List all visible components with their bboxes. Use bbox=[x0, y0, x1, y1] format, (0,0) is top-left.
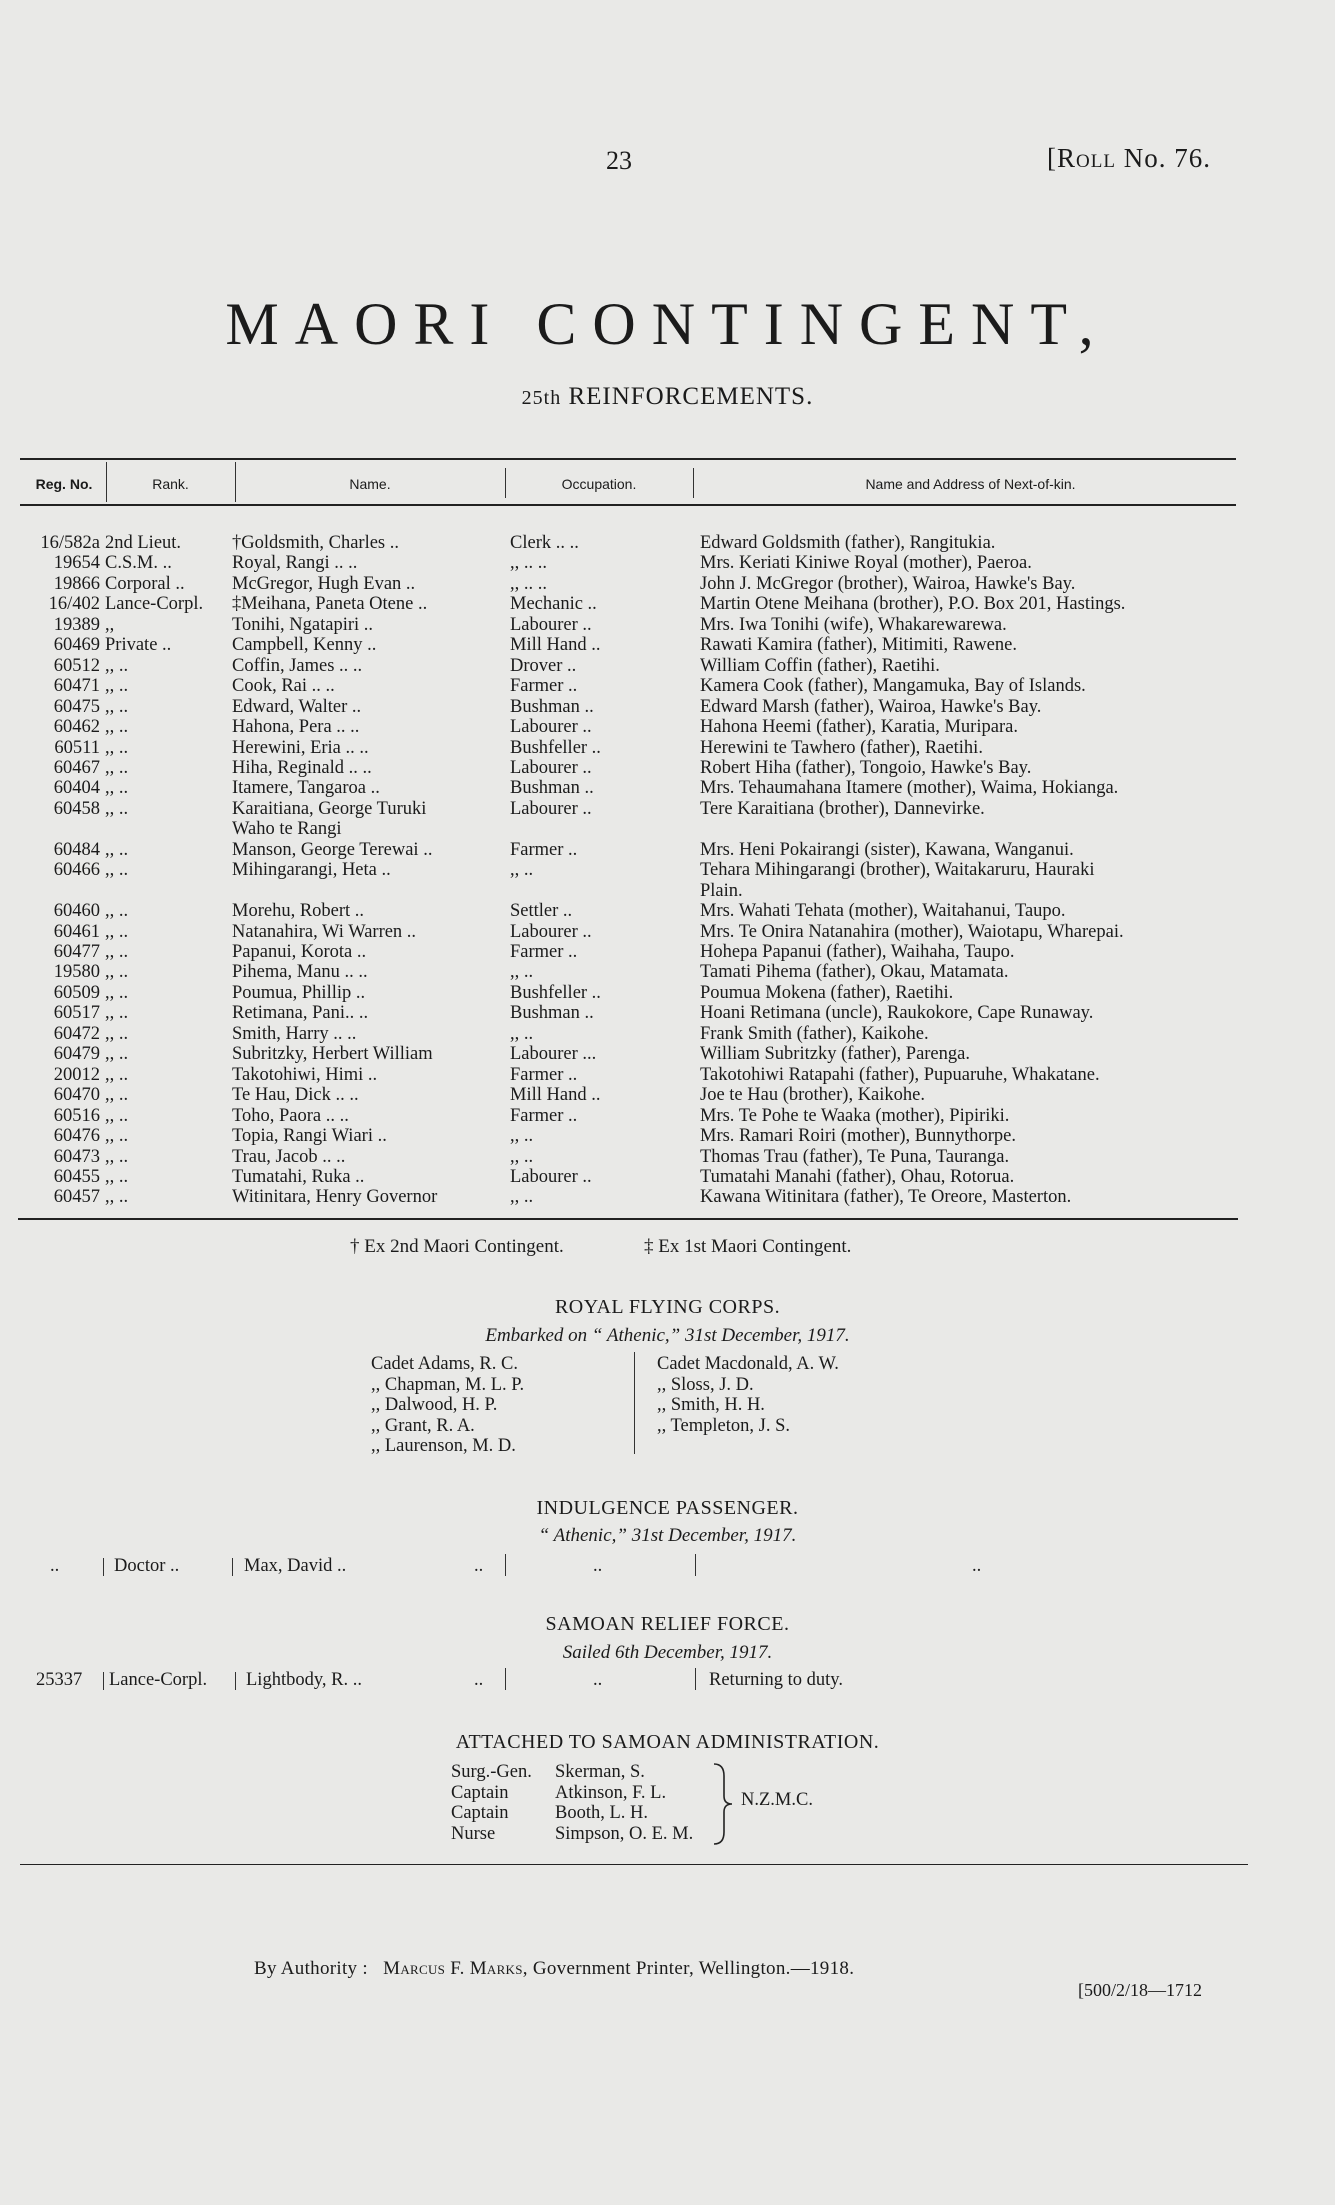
name-cell: Trau, Jacob .. .. bbox=[232, 1146, 346, 1167]
next-of-kin-cell: Tumatahi Manahi (father), Ohau, Rotorua. bbox=[700, 1166, 1015, 1187]
occupation-cell: ,, .. bbox=[510, 1023, 534, 1044]
name-cell: Royal, Rangi .. .. bbox=[232, 553, 358, 574]
next-of-kin-cell: Takotohiwi Ratapahi (father), Pupuaruhe, Whakatane. bbox=[700, 1064, 1100, 1085]
name-cell: Karaitiana, George Turuki bbox=[232, 798, 427, 819]
table-row bbox=[0, 983, 1335, 1004]
name-cell: Te Hau, Dick .. .. bbox=[232, 1085, 359, 1106]
occupation-cell: ,, .. .. bbox=[510, 573, 547, 594]
reg-no-cell: 60512 bbox=[53, 655, 100, 676]
samoan-sub: Sailed 6th December, 1917. bbox=[562, 1642, 773, 1663]
rank-cell: ,, .. bbox=[105, 1166, 129, 1187]
occupation-cell: Bushman .. bbox=[510, 1003, 594, 1024]
reg-no-cell: 60475 bbox=[53, 696, 100, 717]
rfc-cadet: ,, Templeton, J. S. bbox=[657, 1415, 791, 1436]
subtitle-text: REINFORCEMENTS. bbox=[568, 383, 814, 410]
occupation-cell: Clerk .. .. bbox=[510, 533, 579, 553]
roll-value: No. 76. bbox=[1123, 143, 1211, 173]
occupation-cell: Mechanic .. bbox=[510, 594, 597, 615]
reg-no-cell: 16/402 bbox=[48, 594, 100, 615]
reg-no-cell: 60517 bbox=[53, 1003, 100, 1024]
table-row bbox=[0, 635, 1335, 656]
occupation-cell: Settler .. bbox=[510, 901, 573, 922]
occupation-cell: Labourer .. bbox=[510, 614, 592, 635]
next-of-kin-cell: Hahona Heemi (father), Karatia, Muripara. bbox=[700, 717, 1018, 738]
table-top-rule bbox=[20, 458, 1236, 460]
roll-label: Roll bbox=[1057, 143, 1116, 173]
name-cell: Witinitara, Henry Governor bbox=[232, 1187, 438, 1208]
rfc-cadet: Cadet Macdonald, A. W. bbox=[657, 1354, 839, 1374]
table-row bbox=[0, 1167, 1335, 1188]
name-cell: Natanahira, Wi Warren .. bbox=[232, 921, 417, 942]
rank-cell: ,, .. bbox=[105, 1064, 129, 1085]
name-cell: Smith, Harry .. .. bbox=[232, 1023, 357, 1044]
next-of-kin-cell: Mrs. Tehaumahana Itamere (mother), Waima, Hokianga. bbox=[700, 778, 1119, 799]
reg-no-cell: 60458 bbox=[53, 798, 100, 819]
reg-no-cell: 19866 bbox=[53, 573, 100, 594]
name-cell: Subritzky, Herbert William bbox=[232, 1044, 433, 1065]
indulgence-div-2 bbox=[232, 1558, 233, 1576]
name-cell: Edward, Walter .. bbox=[232, 696, 362, 717]
rank-cell: ,, .. bbox=[105, 676, 129, 697]
table-row bbox=[0, 1065, 1335, 1086]
next-of-kin-cell: Tere Karaitiana (brother), Dannevirke. bbox=[700, 798, 985, 819]
reg-no-cell: 19654 bbox=[53, 553, 100, 574]
reg-no-cell: 60404 bbox=[53, 778, 100, 799]
reg-no-cell: 60455 bbox=[53, 1166, 100, 1187]
rank-cell: 2nd Lieut. bbox=[105, 533, 182, 553]
name-cell: Papanui, Korota .. bbox=[232, 942, 367, 962]
next-of-kin-cell: Hoani Retimana (uncle), Raukokore, Cape Runaway. bbox=[700, 1003, 1094, 1024]
name-cell: Retimana, Pani.. .. bbox=[232, 1003, 369, 1024]
rank-cell: ,, .. bbox=[105, 962, 129, 983]
main-title: MAORI CONTINGENT, bbox=[225, 291, 1110, 357]
header-rank: Rank. bbox=[152, 476, 189, 492]
name-cell: Coffin, James .. .. bbox=[232, 655, 363, 676]
name-cell: Hahona, Pera .. .. bbox=[232, 717, 360, 738]
rfc-cadet: ,, Sloss, J. D. bbox=[657, 1374, 754, 1395]
name-cell: McGregor, Hugh Evan .. bbox=[232, 573, 416, 594]
reg-no-cell: 60509 bbox=[53, 982, 100, 1003]
table-row bbox=[0, 1106, 1335, 1127]
imprint-lead: By Authority : bbox=[254, 1958, 368, 1979]
name-cell: Campbell, Kenny .. bbox=[232, 635, 377, 656]
occupation-cell: ,, .. bbox=[510, 962, 534, 983]
reg-no-cell: 60457 bbox=[53, 1187, 100, 1208]
reg-no-cell: 60470 bbox=[53, 1085, 100, 1106]
table-row bbox=[0, 574, 1335, 595]
occupation-cell: Labourer ... bbox=[510, 1044, 597, 1065]
rank-cell: ,, .. bbox=[105, 942, 129, 962]
reg-no-cell: 20012 bbox=[53, 1064, 100, 1085]
table-row bbox=[0, 1187, 1335, 1208]
table-header-rule bbox=[20, 504, 1236, 506]
table-row bbox=[0, 962, 1335, 983]
rank-cell: ,, .. bbox=[105, 839, 129, 860]
occupation-cell: Farmer .. bbox=[510, 942, 578, 962]
indulgence-rank: Doctor .. bbox=[114, 1556, 180, 1576]
reg-no-cell: 60516 bbox=[53, 1105, 100, 1126]
indulgence-dots-3: .. bbox=[593, 1556, 603, 1576]
name-cell: ‡Meihana, Paneta Otene .. bbox=[232, 594, 428, 615]
rank-cell: Corporal .. bbox=[105, 573, 185, 594]
occupation-cell: Labourer .. bbox=[510, 717, 592, 738]
next-of-kin-cell: Joe te Hau (brother), Kaikohe. bbox=[700, 1085, 925, 1106]
reg-no-cell: 60476 bbox=[53, 1126, 100, 1147]
occupation-cell: Farmer .. bbox=[510, 1105, 578, 1126]
next-of-kin-cell: Mrs. Wahati Tehata (mother), Waitahanui, Taupo. bbox=[700, 901, 1066, 922]
indulgence-name: Max, David .. bbox=[244, 1556, 347, 1576]
samoan-dots-3: .. bbox=[593, 1670, 603, 1690]
rank-cell: ,, .. bbox=[105, 1023, 129, 1044]
rank-cell: ,, .. bbox=[105, 696, 129, 717]
occupation-cell: Labourer .. bbox=[510, 921, 592, 942]
occupation-cell: Bushfeller .. bbox=[510, 737, 601, 758]
roll-number bbox=[1047, 143, 1211, 174]
next-of-kin-cell: William Coffin (father), Raetihi. bbox=[700, 655, 940, 676]
reg-no-cell: 60472 bbox=[53, 1023, 100, 1044]
table-row bbox=[0, 758, 1335, 779]
table-row bbox=[0, 799, 1335, 820]
rank-cell: ,, .. bbox=[105, 1126, 129, 1147]
footnote-double-dagger: ‡ Ex 1st Maori Contingent. bbox=[644, 1236, 852, 1257]
name-cell: †Goldsmith, Charles .. bbox=[232, 533, 400, 553]
samoan-div-2 bbox=[235, 1672, 236, 1690]
next-of-kin-cell: John J. McGregor (brother), Wairoa, Hawke's Bay. bbox=[700, 573, 1076, 594]
rank-cell: ,, .. bbox=[105, 655, 129, 676]
name-cell: Itamere, Tangaroa .. bbox=[232, 778, 380, 799]
samoan-title: SAMOAN RELIEF FORCE. bbox=[545, 1613, 790, 1635]
imprint-tail: , Government Printer, Wellington.—1918. bbox=[522, 1958, 855, 1979]
table-row bbox=[0, 1003, 1335, 1024]
occupation-cell: Bushman .. bbox=[510, 696, 594, 717]
indulgence-div-3 bbox=[505, 1554, 506, 1576]
footnote-dagger: † Ex 2nd Maori Contingent. bbox=[350, 1236, 564, 1257]
table-row bbox=[0, 1126, 1335, 1147]
rank-cell: ,, .. bbox=[105, 717, 129, 738]
table-row bbox=[0, 594, 1335, 615]
table-row bbox=[0, 533, 1335, 554]
header-name: Name. bbox=[349, 476, 391, 492]
indulgence-dots-2: .. bbox=[474, 1556, 484, 1576]
table-bottom-rule bbox=[18, 1218, 1238, 1220]
rank-cell: ,, bbox=[105, 614, 115, 635]
table-row bbox=[0, 676, 1335, 697]
attached-brace bbox=[712, 1762, 734, 1846]
reg-no-cell: 60511 bbox=[54, 737, 100, 758]
subtitle bbox=[0, 383, 1335, 411]
indulgence-lead-dots: .. bbox=[50, 1556, 60, 1576]
reg-no-cell: 60479 bbox=[53, 1044, 100, 1065]
occupation-cell: ,, .. bbox=[510, 1187, 534, 1208]
name-cell: Morehu, Robert .. bbox=[232, 901, 365, 922]
rank-cell: ,, .. bbox=[105, 1187, 129, 1208]
occupation-cell: ,, .. bbox=[510, 1146, 534, 1167]
name-cell: Tonihi, Ngatapiri .. bbox=[232, 614, 374, 635]
reg-no-cell: 60471 bbox=[53, 676, 100, 697]
next-of-kin-cell: Rawati Kamira (father), Mitimiti, Rawene. bbox=[700, 635, 1017, 656]
rank-cell: ,, .. bbox=[105, 1105, 129, 1126]
samoan-reg: 25337 bbox=[36, 1670, 83, 1690]
name-cell: Takotohiwi, Himi .. bbox=[232, 1064, 378, 1085]
reg-no-cell: 60477 bbox=[53, 942, 100, 962]
name-cell: Poumua, Phillip .. bbox=[232, 982, 366, 1003]
name-cell: Topia, Rangi Wiari .. bbox=[232, 1126, 387, 1147]
page-number: 23 bbox=[606, 146, 632, 175]
occupation-cell: Farmer .. bbox=[510, 676, 578, 697]
attached-name: Simpson, O. E. M. bbox=[555, 1823, 694, 1844]
rank-cell: ,, .. bbox=[105, 737, 129, 758]
next-of-kin-cell: Mrs. Heni Pokairangi (sister), Kawana, Wanganui. bbox=[700, 839, 1074, 860]
table-row bbox=[0, 553, 1335, 574]
rank-cell: ,, .. bbox=[105, 901, 129, 922]
reg-no-cell: 60469 bbox=[53, 635, 100, 656]
next-of-kin-cell: Frank Smith (father), Kaikohe. bbox=[700, 1023, 929, 1044]
rfc-cadet: ,, Chapman, M. L. P. bbox=[371, 1374, 525, 1395]
occupation-cell: Bushfeller .. bbox=[510, 982, 601, 1003]
attached-rank: Nurse bbox=[451, 1823, 496, 1844]
next-of-kin-cell: Herewini te Tawhero (father), Raetihi. bbox=[700, 737, 983, 758]
name-cell: Tumatahi, Ruka .. bbox=[232, 1166, 365, 1187]
header-reg-no: Reg. No. bbox=[35, 476, 93, 492]
rank-cell: ,, .. bbox=[105, 982, 129, 1003]
next-of-kin-cell: Plain. bbox=[700, 880, 743, 901]
table-row bbox=[0, 819, 1335, 840]
indulgence-title: INDULGENCE PASSENGER. bbox=[536, 1497, 799, 1519]
occupation-cell: Labourer .. bbox=[510, 798, 592, 819]
name-cell: Herewini, Eria .. .. bbox=[232, 737, 369, 758]
indulgence-dots-4: .. bbox=[972, 1556, 982, 1576]
occupation-cell: Mill Hand .. bbox=[510, 635, 601, 656]
header-occupation: Occupation. bbox=[561, 476, 637, 492]
next-of-kin-cell: Mrs. Te Pohe te Waaka (mother), Pipiriki. bbox=[700, 1105, 1010, 1126]
name-cell: Cook, Rai .. .. bbox=[232, 676, 335, 697]
header-next-of-kin: Name and Address of Next-of-kin. bbox=[865, 476, 1076, 492]
occupation-cell: Labourer .. bbox=[510, 757, 592, 778]
samoan-div-4 bbox=[695, 1668, 696, 1690]
table-row bbox=[0, 717, 1335, 738]
occupation-cell: Drover .. bbox=[510, 655, 577, 676]
next-of-kin-cell: Tamati Pihema (father), Okau, Matamata. bbox=[700, 962, 1009, 983]
rfc-title: ROYAL FLYING CORPS. bbox=[554, 1296, 781, 1318]
next-of-kin-cell: Mrs. Keriati Kiniwe Royal (mother), Paeroa. bbox=[700, 553, 1032, 574]
reg-no-cell: 60484 bbox=[53, 839, 100, 860]
reg-no-cell: 16/582a bbox=[40, 533, 100, 553]
rank-cell: ,, .. bbox=[105, 798, 129, 819]
reg-no-cell: 60466 bbox=[53, 860, 100, 881]
next-of-kin-cell: Edward Goldsmith (father), Rangitukia. bbox=[700, 533, 996, 553]
name-cell: Pihema, Manu .. .. bbox=[232, 962, 368, 983]
attached-name: Booth, L. H. bbox=[555, 1803, 649, 1823]
next-of-kin-cell: Kawana Witinitara (father), Te Oreore, Masterton. bbox=[700, 1187, 1072, 1208]
rank-cell: ,, .. bbox=[105, 757, 129, 778]
rank-cell: Private .. bbox=[105, 635, 172, 656]
samoan-name: Lightbody, R. .. bbox=[246, 1670, 362, 1690]
name-cell: Hiha, Reginald .. .. bbox=[232, 757, 372, 778]
samoan-div-3 bbox=[505, 1668, 506, 1690]
table-row bbox=[0, 697, 1335, 718]
next-of-kin-cell: Tehara Mihingarangi (brother), Waitakaruru, Hauraki bbox=[700, 860, 1095, 881]
rfc-divider bbox=[634, 1352, 635, 1454]
name-cell: Toho, Paora .. .. bbox=[232, 1105, 349, 1126]
reg-no-cell: 60462 bbox=[53, 717, 100, 738]
attached-title: ATTACHED TO SAMOAN ADMINISTRATION. bbox=[455, 1731, 880, 1753]
table-row bbox=[0, 778, 1335, 799]
occupation-cell: ,, .. bbox=[510, 1126, 534, 1147]
rank-cell: ,, .. bbox=[105, 860, 129, 881]
imprint-authority bbox=[254, 1958, 854, 1980]
attached-name: Atkinson, F. L. bbox=[555, 1782, 667, 1803]
next-of-kin-cell: Mrs. Iwa Tonihi (wife), Whakarewarewa. bbox=[700, 614, 1007, 635]
next-of-kin-cell: Mrs. Ramari Roiri (mother), Bunnythorpe. bbox=[700, 1126, 1016, 1147]
page-bottom-rule bbox=[20, 1864, 1248, 1865]
table-row bbox=[0, 860, 1335, 881]
rank-cell: Lance-Corpl. bbox=[105, 594, 204, 615]
attached-name: Skerman, S. bbox=[555, 1762, 645, 1782]
table-row bbox=[0, 615, 1335, 636]
table-row bbox=[0, 1085, 1335, 1106]
reg-no-cell: 19580 bbox=[53, 962, 100, 983]
next-of-kin-cell: Poumua Mokena (father), Raetihi. bbox=[700, 982, 954, 1003]
table-row bbox=[0, 840, 1335, 861]
rank-cell: C.S.M. .. bbox=[105, 553, 172, 574]
reg-no-cell: 60467 bbox=[53, 757, 100, 778]
next-of-kin-cell: Robert Hiha (father), Tongoio, Hawke's Bay. bbox=[700, 757, 1032, 778]
next-of-kin-cell: Thomas Trau (father), Te Puna, Tauranga. bbox=[700, 1146, 1010, 1167]
attached-rank: Captain bbox=[451, 1803, 509, 1823]
attached-unit: N.Z.M.C. bbox=[741, 1790, 813, 1810]
rank-cell: ,, .. bbox=[105, 1003, 129, 1024]
table-row bbox=[0, 901, 1335, 922]
table-row bbox=[0, 1044, 1335, 1065]
next-of-kin-cell: William Subritzky (father), Parenga. bbox=[700, 1044, 970, 1065]
table-row bbox=[0, 1147, 1335, 1168]
name-cell: Waho te Rangi bbox=[232, 819, 342, 840]
attached-rank: Captain bbox=[451, 1782, 509, 1803]
roll-bracket: [ bbox=[1047, 143, 1057, 173]
reg-no-cell: 60461 bbox=[53, 921, 100, 942]
table-row bbox=[0, 1024, 1335, 1045]
imprint-code: [500/2/18—1712 bbox=[1078, 1980, 1202, 2000]
occupation-cell: Labourer .. bbox=[510, 1166, 592, 1187]
table-row bbox=[0, 881, 1335, 902]
occupation-cell: ,, .. .. bbox=[510, 553, 547, 574]
rfc-cadet: ,, Smith, H. H. bbox=[657, 1395, 765, 1415]
indulgence-div-1 bbox=[103, 1558, 104, 1576]
reg-no-cell: 19389 bbox=[53, 614, 100, 635]
table-row bbox=[0, 656, 1335, 677]
next-of-kin-cell: Mrs. Te Onira Natanahira (mother), Waiotapu, Wharepai. bbox=[700, 921, 1124, 942]
name-cell: Mihingarangi, Heta .. bbox=[232, 860, 391, 881]
rank-cell: ,, .. bbox=[105, 1085, 129, 1106]
samoan-dots-2: .. bbox=[474, 1670, 484, 1690]
occupation-cell: Farmer .. bbox=[510, 1064, 578, 1085]
table-row bbox=[0, 738, 1335, 759]
occupation-cell: Bushman .. bbox=[510, 778, 594, 799]
rank-cell: ,, .. bbox=[105, 778, 129, 799]
occupation-cell: Farmer .. bbox=[510, 839, 578, 860]
rank-cell: ,, .. bbox=[105, 1044, 129, 1065]
next-of-kin-cell: Kamera Cook (father), Mangamuka, Bay of Islands. bbox=[700, 676, 1086, 697]
occupation-cell: Mill Hand .. bbox=[510, 1085, 601, 1106]
rank-cell: ,, .. bbox=[105, 1146, 129, 1167]
imprint-printer: Marcus F. Marks bbox=[383, 1958, 523, 1979]
subtitle-ordinal: 25th bbox=[521, 387, 562, 409]
rfc-embarked: Embarked on “ Athenic,” 31st December, 1917. bbox=[485, 1325, 850, 1346]
next-of-kin-cell: Hohepa Papanui (father), Waihaha, Taupo. bbox=[700, 942, 1015, 962]
attached-rank: Surg.-Gen. bbox=[451, 1762, 532, 1782]
rfc-cadet: ,, Dalwood, H. P. bbox=[371, 1395, 498, 1415]
table-row bbox=[0, 922, 1335, 943]
samoan-remark: Returning to duty. bbox=[709, 1670, 843, 1690]
reg-no-cell: 60473 bbox=[53, 1146, 100, 1167]
rfc-cadet: ,, Grant, R. A. bbox=[371, 1415, 475, 1436]
reg-no-cell: 60460 bbox=[53, 901, 100, 922]
table-row bbox=[0, 942, 1335, 963]
samoan-rank: Lance-Corpl. bbox=[109, 1670, 208, 1690]
rfc-cadet: ,, Laurenson, M. D. bbox=[371, 1436, 516, 1456]
name-cell: Manson, George Terewai .. bbox=[232, 839, 433, 860]
indulgence-sub: “ Athenic,” 31st December, 1917. bbox=[538, 1525, 797, 1546]
rfc-cadet: Cadet Adams, R. C. bbox=[371, 1354, 518, 1374]
next-of-kin-cell: Edward Marsh (father), Wairoa, Hawke's Bay. bbox=[700, 696, 1042, 717]
next-of-kin-cell: Martin Otene Meihana (brother), P.O. Box 201, Hastings. bbox=[700, 594, 1126, 615]
occupation-cell: ,, .. bbox=[510, 860, 534, 881]
samoan-div-1 bbox=[103, 1672, 104, 1690]
indulgence-div-4 bbox=[695, 1554, 696, 1576]
rank-cell: ,, .. bbox=[105, 921, 129, 942]
